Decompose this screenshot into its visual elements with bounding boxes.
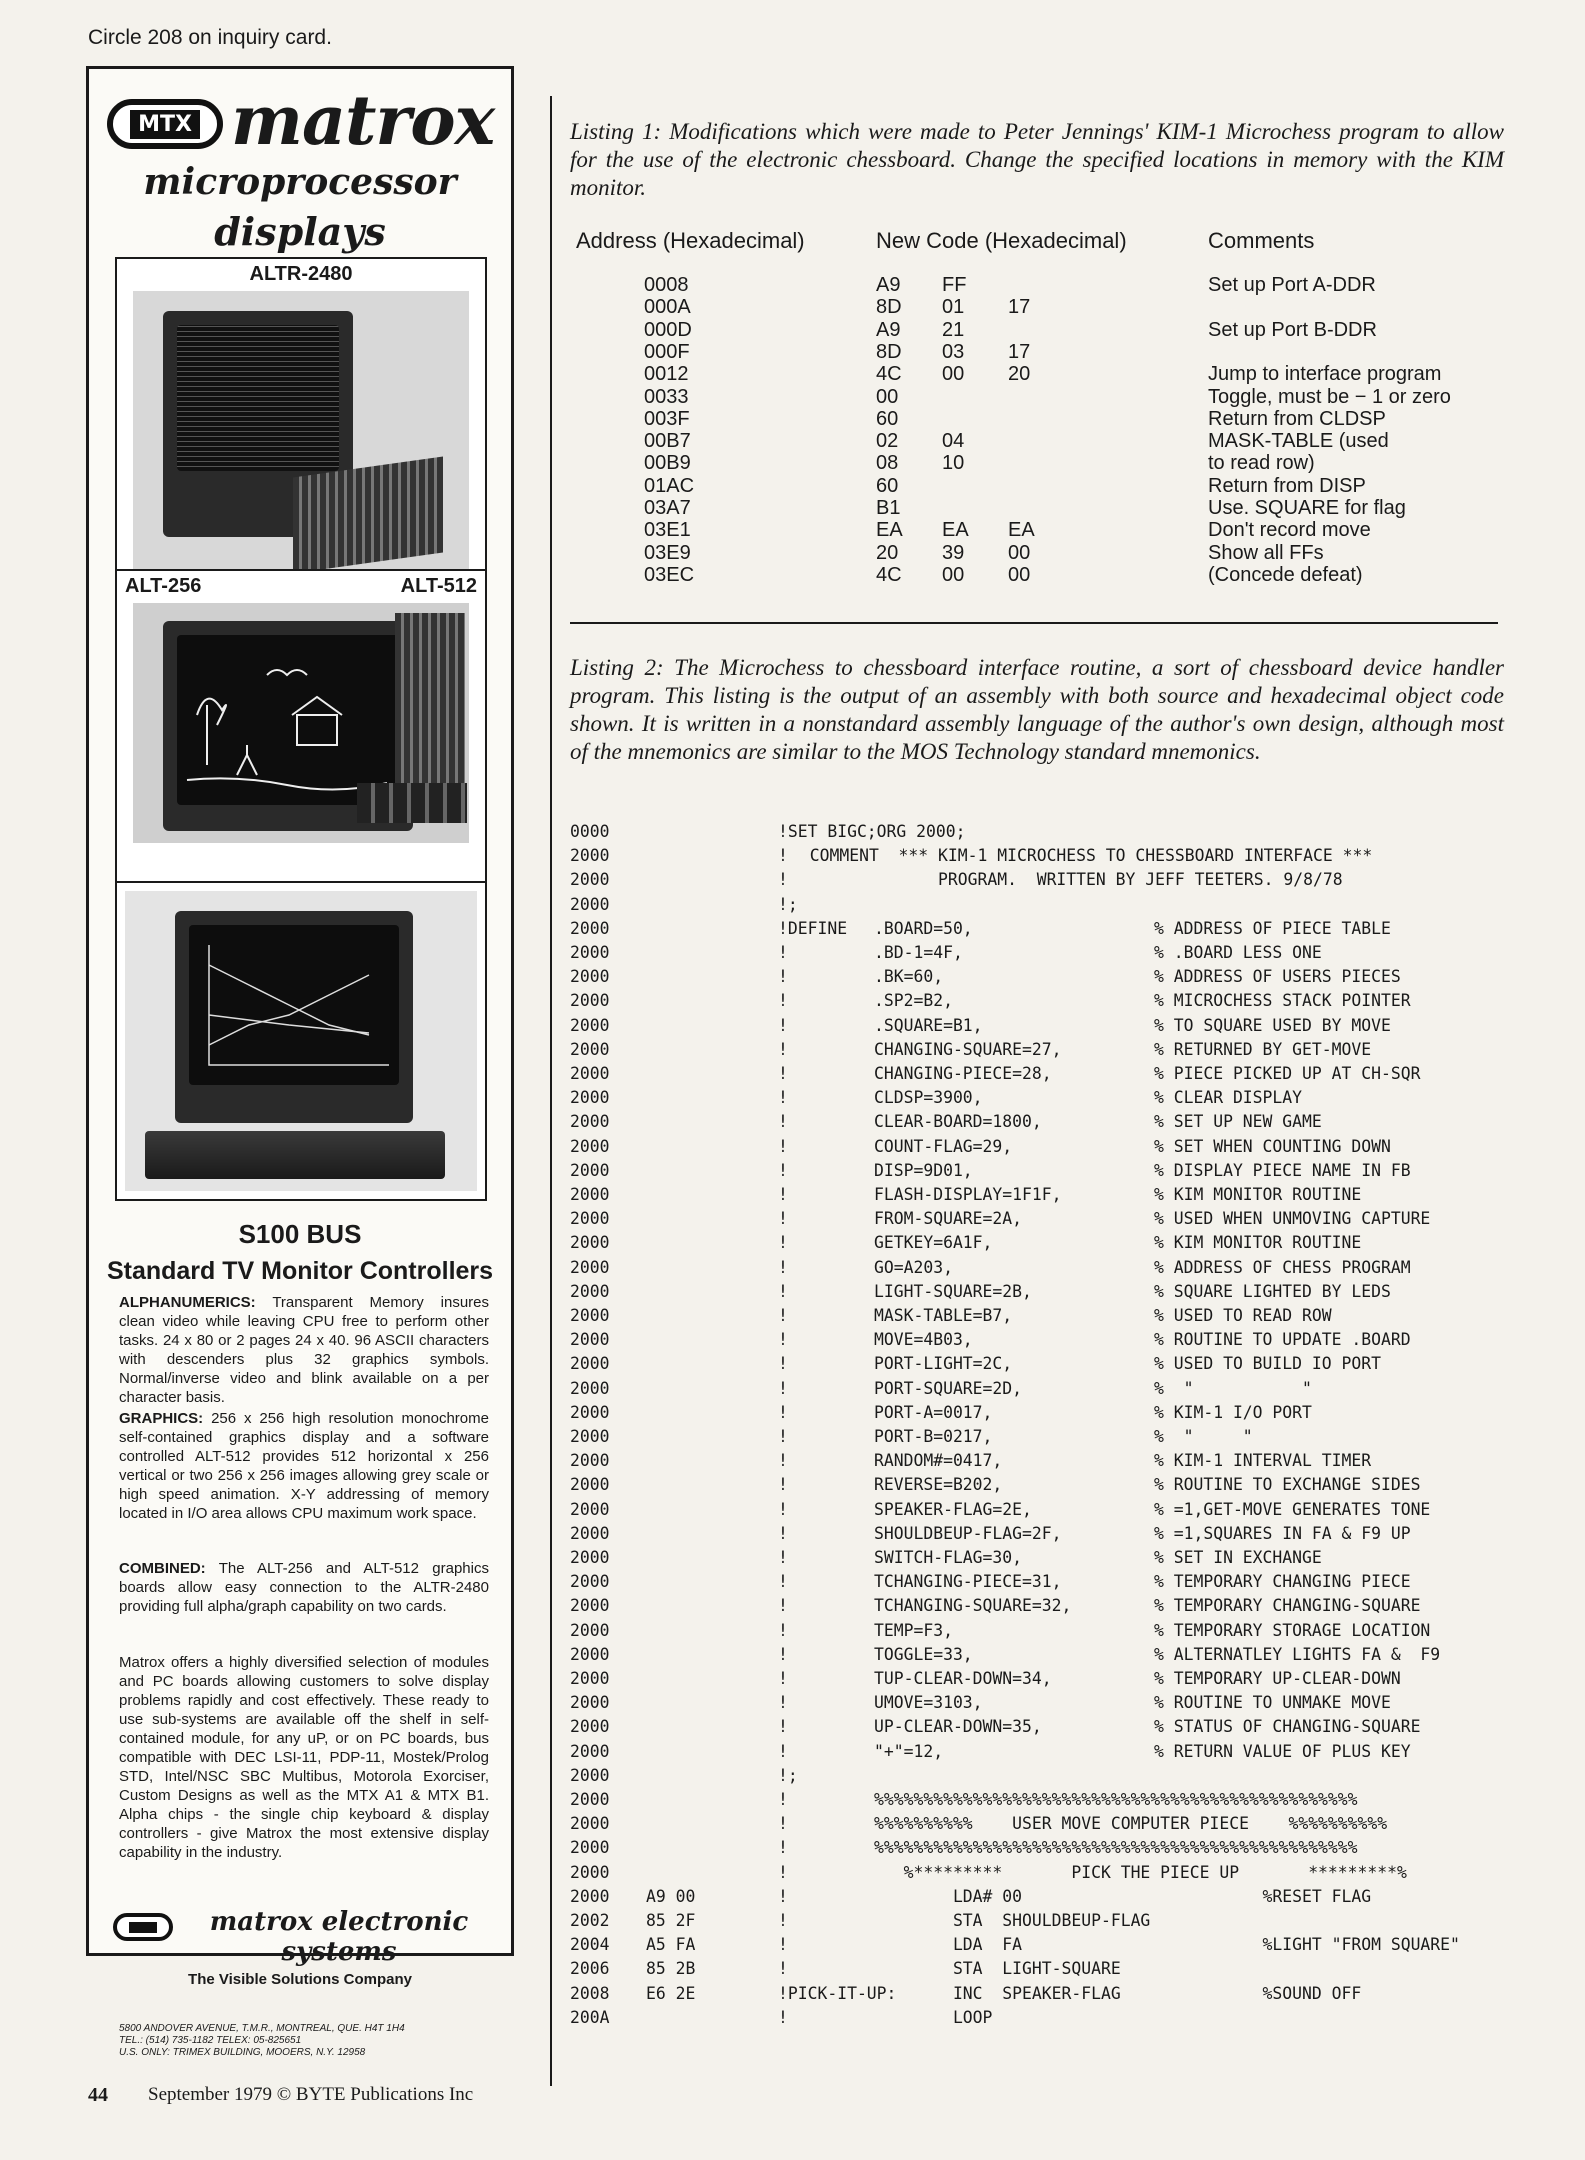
code-label: ! [778,943,788,962]
combined-paragraph [119,1559,489,1616]
code-label: ! [778,1717,788,1737]
table-cell-addr: 00B7 [644,430,691,453]
code-label: ! [778,2007,788,2027]
code-label: ! [778,1354,788,1374]
table-cell-addr: 000D [644,318,692,341]
code-address: 2004 [570,1935,610,1955]
code-comment: % SET UP NEW GAME [1154,1112,1322,1132]
code-label: ! [778,1790,788,1809]
code-address: 2000 [570,1596,610,1616]
code-comment: % KIM MONITOR ROUTINE [1154,1185,1362,1204]
code-statement: GO=A203, [874,1257,953,1277]
graphics-paragraph [119,1409,489,1523]
table-header-comments: Comments [1208,228,1315,253]
code-comment: % USED TO READ ROW [1154,1306,1332,1325]
code-label: ! [778,967,788,987]
code-label: !DEFINE [778,918,848,938]
code-address: 2000 [570,894,610,914]
table-cell-comment: Return from CLDSP [1208,407,1386,430]
brand-header [107,81,497,161]
code-address: 2000 [570,1209,610,1229]
code-label: ! [778,1499,788,1519]
code-statement: DISP=9D01, [874,1160,973,1180]
code-label: ! [778,1741,788,1761]
company-address [119,2023,499,2059]
house-drawing-image [177,635,399,805]
code-hex: A9 00 [646,1886,696,1906]
table-cell-comment: Jump to interface program [1208,363,1442,386]
code-address: 2000 [570,1257,610,1277]
alphanumerics-heading: ALPHANUMERICS: [119,1294,256,1311]
code-label: ! [778,1548,788,1567]
code-address: 2000 [570,1886,610,1906]
graph-monitor-photo [125,891,477,1191]
code-address: 2000 [570,1717,610,1737]
table-cell-addr: 01AC [644,474,695,497]
code-address: 2000 [570,1451,610,1471]
code-comment: % TEMPORARY CHANGING PIECE [1154,1572,1411,1592]
code-statement: TUP-CLEAR-DOWN=34, [874,1669,1052,1688]
s100-subtitle: Standard TV Monitor Controllers [106,1257,494,1285]
table-cell-c1: EA [876,519,903,542]
monitor-base-image [145,1131,445,1179]
code-comment: % " " [1154,1378,1312,1398]
code-comment: % ALTERNATLEY LIGHTS FA & F9 [1154,1644,1441,1664]
code-address: 2000 [570,1136,610,1156]
code-address: 2000 [570,1499,610,1519]
code-statement: REVERSE=B202, [874,1475,1003,1495]
graphics-text: 256 x 256 high resolution monochrome self-contained graphics display and a software controlled ALT-512 provides 512 horizontal x 256 vertical or two 256 x 256 images allowing grey scale or high speed animation. X-Y addressing of memory located in I/O area allows CPU maximum work space. [119,1410,489,1522]
code-comment: % SET WHEN COUNTING DOWN [1154,1136,1391,1156]
brand-subtitle-2: displays [214,209,386,254]
address-line-1: 5800 ANDOVER AVENUE, T.M.R., MONTREAL, QUE. H4T 1H4 [119,2023,405,2034]
table-cell-c3: 00 [1008,563,1031,586]
alt256-photo [133,603,469,843]
code-statement: INC SPEAKER-FLAG [874,1983,1121,2003]
code-label: ! [778,1306,788,1325]
code-comment: % .BOARD LESS ONE [1154,943,1322,962]
code-address: 2000 [570,991,610,1011]
table-cell-c1: 20 [876,541,899,564]
address-line-3: U.S. ONLY: TRIMEX BUILDING, MOOERS, N.Y. 12958 [119,2047,366,2058]
table-cell-c3: 20 [1008,363,1031,386]
code-comment: %LIGHT "FROM SQUARE" [1154,1935,1460,1955]
code-label: ! [778,1523,788,1543]
code-statement: SHOULDBEUP-FLAG=2F, [874,1523,1062,1543]
code-label: ! [778,1911,788,1930]
code-statement: UP-CLEAR-DOWN=35, [874,1717,1042,1737]
table-cell-comment: Set up Port B-DDR [1208,318,1377,341]
table-cell-c1: 60 [876,474,899,497]
code-address: 2000 [570,1233,610,1253]
code-statement: %%%%%%%%%% USER MOVE COMPUTER PIECE %%%%%%%%%% [874,1814,1388,1834]
code-statement: .SP2=B2, [874,991,953,1011]
code-address: 2000 [570,1572,610,1592]
table-cell-c1: 8D [876,340,902,363]
table-cell-comment: to read row) [1208,452,1315,475]
code-address: 2000 [570,1427,610,1446]
code-comment: % KIM-1 I/O PORT [1154,1402,1312,1422]
code-label: ! [778,1209,788,1229]
code-statement: CLDSP=3900, [874,1088,983,1108]
address-line-2: TEL.: (514) 735-1182 TELEX: 05-825651 [119,2035,302,2046]
code-comment: %RESET FLAG [1154,1886,1372,1906]
table-cell-addr: 03A7 [644,497,691,519]
code-address: 2000 [570,1548,610,1567]
table-cell-c2: 21 [942,318,965,341]
code-statement: %********* PICK THE PIECE UP *********% [874,1862,1407,1882]
code-comment: % USED TO BUILD IO PORT [1154,1354,1381,1374]
company-tagline: The Visible Solutions Company [188,1971,412,1988]
code-statement: .SQUARE=B1, [874,1015,983,1035]
table-cell-addr: 03EC [644,563,695,586]
code-address: 2000 [570,1765,610,1785]
code-address: 2000 [570,1281,610,1301]
combined-heading: COMBINED: [119,1560,206,1577]
table-cell-c2: FF [942,274,967,296]
brand-name: matrox [231,81,495,161]
code-address: 2006 [570,1959,610,1979]
code-comment: % SET IN EXCHANGE [1154,1548,1322,1567]
code-statement: TEMP=F3, [874,1620,953,1640]
code-label: ! [778,1281,788,1301]
table-cell-addr: 00B9 [644,452,691,475]
code-label: ! [778,1596,788,1616]
code-statement: GETKEY=6A1F, [874,1233,993,1253]
code-comment: % ROUTINE TO EXCHANGE SIDES [1154,1475,1421,1495]
code-address: 2000 [570,1862,610,1882]
company-name: matrox electronic systems [209,1907,469,1967]
listing2-caption: Listing 2: The Microchess to chessboard interface routine, a sort of chessboard device handler program. This listing is the output of an assembly with both source and hexadecimal object code shown. It is written in a nonstandard assembly language of the author's own design, although most of the mnemonics are similar to the MOS Technology standard mnemonics. [570,655,1504,764]
keyboard-image [357,783,467,823]
table-cell-addr: 03E9 [644,541,691,564]
table-cell-c3: 17 [1008,296,1031,319]
table-cell-addr: 000F [644,340,690,363]
code-label: ! [778,870,788,890]
code-label: ! [778,991,788,1011]
table-cell-c1: A9 [876,318,901,341]
code-address: 2000 [570,1039,610,1059]
table-cell-addr: 0012 [644,363,689,386]
table-cell-comment: MASK-TABLE (used [1208,430,1389,453]
code-comment: % STATUS OF CHANGING-SQUARE [1154,1717,1421,1737]
code-statement: RANDOM#=0417, [874,1451,1003,1471]
code-statement: .BD-1=4F, [874,943,963,962]
code-hex: 85 2B [646,1959,696,1979]
code-address: 2000 [570,1790,610,1809]
code-comment: % TEMPORARY STORAGE LOCATION [1154,1620,1431,1640]
monitor-image [175,911,413,1123]
code-statement: SPEAKER-FLAG=2E, [874,1499,1032,1519]
code-statement: FLASH-DISPLAY=1F1F, [874,1185,1062,1204]
logo-letters: MTX [130,110,200,139]
code-comment: % USED WHEN UNMOVING CAPTURE [1154,1209,1431,1229]
table-cell-comment: Show all FFs [1208,541,1324,564]
code-label: ! [778,1862,788,1882]
table-header-address: Address (Hexadecimal) [576,228,805,253]
code-label: ! [778,1620,788,1640]
column-divider [550,96,552,2086]
code-address: 2000 [570,1330,610,1350]
code-label: ! [778,1088,788,1108]
code-statement: LDA FA [874,1935,1023,1955]
table-cell-addr: 000A [644,296,691,319]
code-label: ! [778,1064,788,1083]
code-comment: % ADDRESS OF USERS PIECES [1154,967,1401,987]
code-label: ! [778,1475,788,1495]
code-label: ! [778,1015,788,1035]
circuit-board-image [293,456,443,573]
code-hex: E6 2E [646,1983,696,2003]
table-cell-comment: Toggle, must be − 1 or zero [1208,385,1451,408]
code-label: !; [778,894,798,914]
code-statement: UMOVE=3103, [874,1693,983,1713]
table-cell-c1: 02 [876,430,899,453]
code-label: ! [778,1233,788,1253]
table-header-code: New Code (Hexadecimal) [876,228,1127,253]
code-label: ! [778,1669,788,1688]
code-statement: STA SHOULDBEUP-FLAG [874,1911,1151,1930]
code-statement: TOGGLE=33, [874,1644,973,1664]
code-address: 2000 [570,1693,610,1713]
table-cell-c2: EA [942,519,969,542]
code-address: 2000 [570,943,610,962]
code-comment: % =1,GET-MOVE GENERATES TONE [1154,1499,1431,1519]
code-address: 2000 [570,1814,610,1834]
code-statement: LIGHT-SQUARE=2B, [874,1281,1032,1301]
code-label: ! [778,1402,788,1422]
code-statement: .BOARD=50, [874,918,973,938]
code-address: 2000 [570,1088,610,1108]
code-statement: PORT-SQUARE=2D, [874,1378,1023,1398]
code-label: ! [778,1330,788,1350]
code-comment: % DISPLAY PIECE NAME IN FB [1154,1160,1411,1180]
code-address: 2000 [570,1354,610,1374]
table-cell-comment: Use. SQUARE for flag [1208,497,1406,519]
code-statement: %%%%%%%%%%%%%%%%%%%%%%%%%%%%%%%%%%%%%%%%%%%%%%%%% [874,1790,1358,1809]
code-label: !SET BIGC;ORG 2000; [778,822,966,841]
code-address: 0000 [570,822,610,841]
code-label: ! [778,1572,788,1592]
code-statement: COMMENT *** KIM-1 MICROCHESS TO CHESSBOARD INTERFACE *** [790,846,1373,866]
company-row [113,1907,493,1967]
code-address: 2002 [570,1911,610,1930]
s100-bus-title: S100 BUS [238,1219,362,1249]
product-label-left: ALT-256 [125,575,202,597]
company-logo-icon [113,1913,173,1941]
code-statement: PORT-B=0217, [874,1427,993,1446]
code-statement: "+"=12, [874,1741,944,1761]
code-address: 2000 [570,1523,610,1543]
code-statement: COUNT-FLAG=29, [874,1136,1013,1156]
code-comment: % KIM MONITOR ROUTINE [1154,1233,1362,1253]
matrox-advertisement [86,66,514,2058]
code-address: 2000 [570,1741,610,1761]
code-address: 2000 [570,1064,610,1083]
code-statement: LDA# 00 [874,1886,1023,1906]
code-label: ! [778,1160,788,1180]
code-label: ! [778,1935,788,1955]
table-cell-c2: 00 [942,363,965,386]
code-address: 2000 [570,1160,610,1180]
table-cell-c1: 8D [876,296,902,319]
code-address: 2000 [570,1185,610,1204]
code-label: ! [778,1644,788,1664]
table-cell-c1: 4C [876,563,902,586]
code-label: ! [778,1378,788,1398]
matrox-paragraph: Matrox offers a highly diversified selection of modules and PC boards allowing customers to solve display problems rapidly and cost effectively. These ready to use sub-systems are available off the shelf in self-contained module, for any uP, or on PC boards, bus compatible with DEC LSI-11, PDP-11, Mostek/Prolog STD, Intel/NSC SBC Multibus, Motorola Exorciser, Custom Designs as well as the MTX A1 & MTX B1. Alpha chips - the single chip keyboard & display controllers - give Matrox the most extensive display capability in the industry. [119,1654,489,1861]
code-label: !PICK-IT-UP: [778,1983,897,2003]
section-divider [570,622,1498,624]
code-comment: % ADDRESS OF PIECE TABLE [1154,918,1391,938]
combined-text: The ALT-256 and ALT-512 graphics boards allow easy connection to the ALTR-2480 providing full alpha/graph capability on two cards. [119,1560,489,1615]
code-address: 2000 [570,1015,610,1035]
code-address: 2008 [570,1983,610,2003]
table-cell-comment: Return from DISP [1208,474,1366,497]
table-cell-c3: 00 [1008,541,1031,564]
power-consumption-graph-image [189,925,399,1085]
code-address: 2000 [570,1402,610,1422]
table-cell-c1: 60 [876,407,899,430]
code-comment: % ROUTINE TO UNMAKE MOVE [1154,1693,1391,1713]
table-cell-addr: 0033 [644,385,689,408]
code-statement: STA LIGHT-SQUARE [874,1959,1121,1979]
product-graphics-monitor [115,881,487,1201]
table-cell-c1: B1 [876,497,901,519]
table-cell-c2: 03 [942,340,965,363]
alphanumerics-text: Transparent Memory insures clean video while leaving CPU free to perform other tasks. 24 x 80 or 2 pages 24 x 40. 96 ASCII characters with descenders plus 32 graphics symbols. Normal/inverse video and blink available on a per character basis. [119,1294,489,1406]
code-comment: % RETURN VALUE OF PLUS KEY [1154,1741,1411,1761]
brand-subtitle-1: microprocessor [143,161,457,203]
code-address: 2000 [570,1475,610,1495]
code-address: 2000 [570,918,610,938]
alphanumerics-paragraph [119,1293,489,1407]
table-cell-c3: 17 [1008,340,1031,363]
code-address: 2000 [570,1306,610,1325]
code-comment: % TEMPORARY CHANGING-SQUARE [1154,1596,1421,1616]
graphics-heading: GRAPHICS: [119,1410,204,1427]
code-label: ! [778,1185,788,1204]
code-hex: 85 2F [646,1911,696,1930]
code-hex: A5 FA [646,1935,696,1955]
code-statement: TCHANGING-PIECE=31, [874,1572,1062,1592]
code-comment: % MICROCHESS STACK POINTER [1154,991,1411,1011]
code-statement: CLEAR-BOARD=1800, [874,1112,1042,1132]
code-label: ! [778,1693,788,1713]
table-cell-addr: 003F [644,407,690,430]
code-comment: % =1,SQUARES IN FA & F9 UP [1154,1523,1411,1543]
code-comment: % KIM-1 INTERVAL TIMER [1154,1451,1372,1471]
product-alt256-alt512 [115,569,487,931]
table-cell-c2: 04 [942,430,965,453]
code-label: ! [778,1886,788,1906]
code-comment: % RETURNED BY GET-MOVE [1154,1039,1372,1059]
product-label: ALTR-2480 [249,263,353,285]
code-label: ! [778,846,788,866]
code-comment: % TO SQUARE USED BY MOVE [1154,1015,1391,1035]
code-address: 2000 [570,870,610,890]
product-label-right: ALT-512 [400,575,477,597]
table-cell-c2: 00 [942,563,965,586]
code-address: 2000 [570,846,610,866]
code-statement: CHANGING-SQUARE=27, [874,1039,1062,1059]
code-address: 2000 [570,1378,610,1398]
table-cell-addr: 03E1 [644,519,691,542]
table-cell-addr: 0008 [644,274,689,296]
table-cell-c2: 01 [942,296,965,319]
code-label: ! [778,1427,788,1446]
code-comment: % " " [1154,1427,1253,1446]
code-label: ! [778,1838,788,1858]
table-cell-c1: 00 [876,385,899,408]
code-statement: FROM-SQUARE=2A, [874,1209,1023,1229]
code-comment: % PIECE PICKED UP AT CH-SQR [1154,1064,1421,1083]
code-comment: % SQUARE LIGHTED BY LEDS [1154,1281,1391,1301]
listing1-caption: Listing 1: Modifications which were made to Peter Jennings' KIM-1 Microchess program to allow for the use of the electronic chessboard. Change the specified locations in memory with the KIM monitor. [570,119,1504,200]
table-cell-c1: 4C [876,363,902,386]
code-comment: %SOUND OFF [1154,1983,1362,2003]
code-label: ! [778,1112,788,1132]
table-cell-comment: Set up Port A-DDR [1208,274,1376,296]
code-comment: % ADDRESS OF CHESS PROGRAM [1154,1257,1411,1277]
code-statement: LOOP [874,2007,993,2027]
code-statement: SWITCH-FLAG=30, [874,1548,1023,1567]
code-address: 200A [570,2007,610,2027]
table-cell-c2: 10 [942,452,965,475]
code-statement: PROGRAM. WRITTEN BY JEFF TEETERS. 9/8/78 [790,870,1343,890]
code-statement: MOVE=4B03, [874,1330,973,1350]
table-cell-c2: 39 [942,541,965,564]
table-cell-c3: EA [1008,519,1035,542]
inquiry-card-note: Circle 208 on inquiry card. [88,26,332,49]
code-address: 2000 [570,967,610,987]
code-address: 2000 [570,1620,610,1640]
matrox-logo [107,99,223,149]
code-comment: % TEMPORARY UP-CLEAR-DOWN [1154,1669,1401,1688]
table-cell-c1: A9 [876,274,901,296]
code-comment: % CLEAR DISPLAY [1154,1088,1303,1108]
code-label: ! [778,1136,788,1156]
code-statement: CHANGING-PIECE=28, [874,1064,1052,1083]
publication-line: September 1979 © BYTE Publications Inc [148,2084,474,2105]
code-comment: % ROUTINE TO UPDATE .BOARD [1154,1330,1411,1350]
code-label: ! [778,1451,788,1471]
code-address: 2000 [570,1112,610,1132]
code-statement: PORT-A=0017, [874,1402,993,1422]
table-cell-comment: Don't record move [1208,519,1371,542]
table-cell-c1: 08 [876,452,899,475]
code-address: 2000 [570,1644,610,1664]
code-address: 2000 [570,1838,610,1858]
code-label: ! [778,1959,788,1979]
code-statement: MASK-TABLE=B7, [874,1306,1013,1325]
code-statement: TCHANGING-SQUARE=32, [874,1596,1072,1616]
code-address: 2000 [570,1669,610,1688]
table-cell-comment: (Concede defeat) [1208,563,1363,586]
code-label: ! [778,1039,788,1059]
page-number: 44 [88,2084,108,2106]
code-statement: %%%%%%%%%%%%%%%%%%%%%%%%%%%%%%%%%%%%%%%%%%%%%%%%% [874,1838,1358,1858]
code-label: !; [778,1765,798,1785]
code-statement: .BK=60, [874,967,944,987]
code-statement: PORT-LIGHT=2C, [874,1354,1013,1374]
code-label: ! [778,1257,788,1277]
code-label: ! [778,1814,788,1834]
